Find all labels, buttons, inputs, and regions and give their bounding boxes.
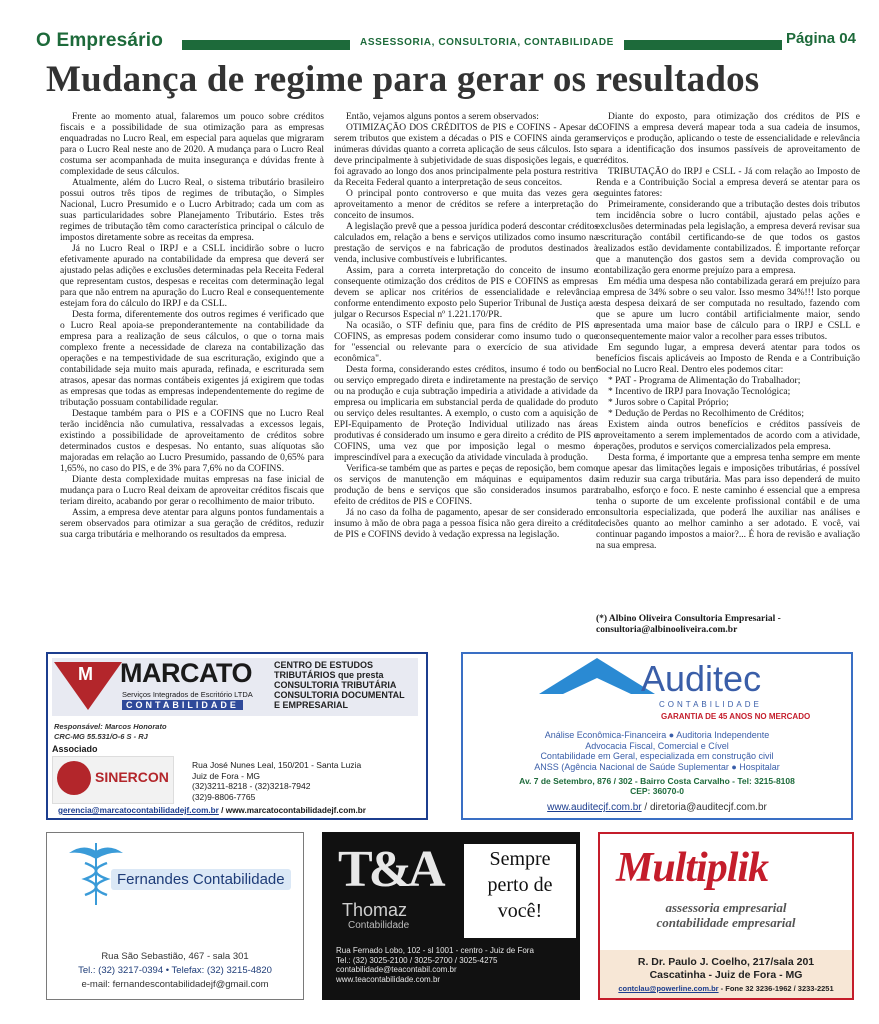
thomaz-contact xyxy=(336,946,534,984)
col3-paragraph: Diante do exposto, para otimização dos créditos de PIS e COFINS a empresa deverá mapear toda a sua cadeia de insumos, serviços e produção, aplicando o teste de essencialidade e relevância para a identificação dos insumos passíveis de aproveitamento de créditos. xyxy=(596,112,860,166)
thomaz-slogan xyxy=(464,844,576,938)
article-column-1 xyxy=(60,112,324,541)
marcato-links xyxy=(58,806,366,815)
thomaz-contab: Contabilidade xyxy=(348,920,410,931)
col3-paragraph: * Juros sobre o Capital Próprio; xyxy=(608,398,729,408)
fernandes-email[interactable]: e-mail: fernandescontabilidadejf@gmail.com xyxy=(81,979,269,990)
thomaz-slogan-line: perto de xyxy=(487,874,553,896)
article-signature: (*) Albino Oliveira Consultoria Empresarial - consultoria@albinooliveira.com.br xyxy=(596,614,781,635)
marcato-services xyxy=(274,660,405,710)
col2-paragraph: Desta forma, considerando estes créditos, insumo é todo ou bem ou serviço empregado direta e indiretamente na prestação de serviço ou na produção e cuja subtração impediria a atividade a atividade da empresa ou implicaria em substancial perda de qualidade do produto ou serviço deles resultantes. A exemplo, o custo com a aquisição de EPI-Equipamento de Proteção Individual utilizado nas áreas produtivas é considerado um insumo e gera direito a crédito de PIS e COFINS, uma vez que por imposição legal o mesmo é imprescindível para a execução da atividade vinculada à produção. xyxy=(334,365,598,463)
col2-paragraph: A legislação prevê que a pessoa jurídica poderá descontar créditos calculados em, relação a bens e serviços utilizados como insumo na prestação de serviços e na fabricação de produtos destinados à venda, inclusive combustíveis e lubrificantes. xyxy=(334,222,598,265)
ad-auditec[interactable] xyxy=(461,652,853,820)
marcato-service-line: TRIBUTÁRIOS que presta xyxy=(274,670,384,680)
auditec-services xyxy=(463,730,851,772)
page-number: Página 04 xyxy=(785,30,856,47)
sinercon-name: SINERCON xyxy=(95,769,169,785)
marcato-associate-label: Associado xyxy=(52,744,98,754)
multiplik-name: Multiplik xyxy=(616,845,769,891)
col3-paragraph: Em segundo lugar, a empresa deverá atentar para todos os benefícios fiscais aplicáveis ao Imposto de Renda e a Contribuição Social no Lucro Real. Dentro eles podemos citar: xyxy=(596,343,860,375)
auditec-address: Av. 7 de Setembro, 876 / 302 - Bairro Costa Carvalho - Tel: 3215-8108 xyxy=(519,776,795,786)
col2-paragraph: O principal ponto controverso e que muita das vezes gera o aproveitamento a menor de créditos se refere a interpretação do conceito de insumos. xyxy=(334,189,598,221)
col1-paragraph: Assim, a empresa deve atentar para alguns pontos fundamentais a serem observados para otimizar a sua geração de créditos, reduzir sua carga tributária e melhorando os resultados da empresa. xyxy=(60,508,324,540)
ad-marcato[interactable] xyxy=(46,652,428,820)
marcato-service-line: CONSULTORIA TRIBUTÁRIA xyxy=(274,680,397,690)
auditec-service-line: Advocacia Fiscal, Comercial e Cível xyxy=(585,740,729,751)
fernandes-address: Rua São Sebastião, 467 - sala 301 xyxy=(101,951,249,962)
auditec-cep: CEP: 36070-0 xyxy=(630,786,684,796)
marcato-contab: CONTABILIDADE xyxy=(122,700,243,710)
multiplik-address: R. Dr. Paulo J. Coelho, 217/sala 201 xyxy=(637,956,815,968)
col1-paragraph: Diante desta complexidade muitas empresas na fase inicial de mudança para o Lucro Real deixam de aproveitar créditos fiscais que teriam direito, acabando por gerar o recolhimento de maior tributo. xyxy=(60,475,324,507)
marcato-name: MARCATO xyxy=(120,658,252,688)
marcato-phones: (32)3211-8218 - (32)3218-7942 xyxy=(192,781,311,791)
thomaz-tel: Tel.: (32) 3025-2100 / 3025-2700 / 3025-4275 xyxy=(336,955,498,965)
marcato-address: Rua José Nunes Leal, 150/201 - Santa Luzia xyxy=(192,760,362,770)
ad-multiplik[interactable] xyxy=(598,832,854,1000)
auditec-contact xyxy=(463,776,851,796)
auditec-service-line: Contabilidade em Geral, especializada em construção civil xyxy=(540,751,774,761)
thomaz-address: Rua Fernado Lobo, 102 - sl 1001 - centro - Juiz de Fora xyxy=(336,946,534,955)
marcato-subtitle: Serviços Integrados de Escritório LTDA xyxy=(122,690,253,699)
fernandes-name: Fernandes Contabilidade xyxy=(111,869,291,890)
multiplik-city: Cascatinha - Juiz de Fora - MG xyxy=(649,969,803,981)
auditec-web-link[interactable]: www.auditecjf.com.br xyxy=(547,802,642,813)
col1-paragraph: Já no Lucro Real o IRPJ e a CSLL incidirão sobre o lucro efetivamente apurado na contabilidade da empresa que deverá ser ajustado pelas adições e exclusões determinadas pela Receita Federal que representam custos, despesas e receitas com determinação legal para que não entrem na apuração do Lucro Real e consequentemente estejam fora do cálculo do IRPJ e da CSLL. xyxy=(60,244,324,309)
col3-paragraph: Desta forma, é importante que a empresa tenha sempre em mente que apesar das limitações legais e imposições tributárias, é possível sim reduzir sua carga tributária. Mas para isso dependerá de muito trabalho, esforço e foco. E neste caminho é essencial que a empresa tenha o suporte de um excelente profissional contábil e de uma consultoria especializada, que poderá lhe auxiliar nas análises e decisões quanto ao melhor caminho a ser adotado. E você, vai continuar pagando impostos a maior?... É hora de revisão e avaliação na sua empresa. xyxy=(596,453,860,551)
marcato-web-link[interactable]: / www.marcatocontabilidadejf.com.br xyxy=(218,806,366,815)
col1-paragraph: Atualmente, além do Lucro Real, o sistema tributário brasileiro possui outros três tipos de regimes de tributação, o Simples Nacional, Lucro Presumido e o Lucro Arbitrado; cada um com as suas particularidades sobre Planejamento Tributário. Estes três regimes de tributação têm como característica principal o cálculo de impostos diretamente sobre as receitas da empresa. xyxy=(60,178,324,243)
col3-paragraph: Primeiramente, considerando que a tributação destes dois tributos tem incidência sobre o lucro contábil, ajustado pelas ações e exclusões determinadas pela legislação, a empresa deverá revisar sua escrituração contábil certificando-se de que todos os gastos realizados estão devidamente contabilizados. É importante reforçar que a manutenção dos gastos sem a devida comprovação ou contabilização gera enorme prejuízo para a empresa. xyxy=(596,200,860,276)
col3-paragraph: * PAT - Programa de Alimentação do Trabalhador; xyxy=(608,376,801,386)
auditec-email-link[interactable]: / diretoria@auditecjf.com.br xyxy=(641,802,767,813)
col2-paragraph: OTIMIZAÇÃO DOS CRÉDITOS de PIS e COFINS - Apesar de serem tributos que existem a décadas o PIS e COFINS ainda geram inúmeras dúvidas quanto a correta aplicação de seus cálculos. Isto se deve principalmente à subjetividade de suas disposições legais, e que foi agravado ao longo dos anos principalmente pela postura restritiva da Receita Federal quanto a interpretação de seus conceitos. xyxy=(334,123,598,188)
thomaz-name: Thomaz xyxy=(342,900,408,920)
marcato-phone-2: (32)9-8806-7765 xyxy=(192,791,256,802)
marcato-city: Juiz de Fora - MG xyxy=(192,770,261,781)
article-column-2 xyxy=(334,112,598,541)
col1-paragraph: Desta forma, diferentemente dos outros regimes é verificado que o Lucro Real apoia-se preponderantemente na contabilidade da empresa para a realização de seus cálculos, o que o torna mais complexo frente a necessidade de clareza na contabilização das operações e na tempestividade de sua escrituração, exigindo que a contabilidade seja muito mais apurada, refinada, e escriturada sem atrasos, apesar das normas contábeis exigentes já exigirem que todas as empresas que todas as empresas independentemente do regime de tributação possuam contabilidade regular. xyxy=(60,310,324,408)
multiplik-tagline xyxy=(600,900,852,930)
thomaz-slogan-line: Sempre xyxy=(489,848,551,870)
multiplik-phones: - Fone 32 3236-1962 / 3233-2251 xyxy=(718,984,834,993)
auditec-name: Auditec xyxy=(641,658,762,699)
auditec-logo-accent xyxy=(563,678,631,694)
col1-paragraph: Destaque também para o PIS e a COFINS que no Lucro Real terão incidência não cumulativa, ressalvadas a excessos legais, existindo a possibilidade de aproveitamento de créditos sobre determinados custos e despesas. No entanto, suas alíquotas são majoradas em relação ao Lucro Presumido, passando de 0,65% para 1,65%, no caso do PIS, e de 3% para 7,6% no da COFINS. xyxy=(60,409,324,474)
marcato-logo-letter: M xyxy=(78,664,93,684)
sinercon-logo xyxy=(52,756,174,804)
col3-paragraph: Existem ainda outros benefícios e créditos passíveis de aproveitamento a serem implementados de acordo com a atividade, operações, produtos e serviços comercializados pela empresa. xyxy=(596,420,860,452)
col3-paragraph: TRIBUTAÇÃO do IRPJ e CSLL - Já com relação ao Imposto de Renda e a Contribuição Social a empresa deverá se atentar para os seguintes fatores: xyxy=(596,167,860,199)
auditec-service-line: Análise Econômica-Financeira ● Auditoria Independente xyxy=(544,730,770,740)
ad-thomaz[interactable] xyxy=(322,832,580,1000)
thomaz-email[interactable]: contabilidade@teacontabil.com.br xyxy=(336,965,457,975)
section-label: ASSESSORIA, CONSULTORIA, CONTABILIDADE xyxy=(350,34,624,51)
thomaz-slogan-line: você! xyxy=(497,900,543,922)
col2-paragraph: Já no caso da folha de pagamento, apesar de ser considerado em insumo à mão de obra paga a pessoa física não gera direito a crédito de PIS e COFINS devido à vedação expressa na legislação. xyxy=(334,508,598,540)
auditec-service-line: ANSS (Agência Nacional de Saúde Suplementar ● Hospitalar xyxy=(534,761,780,772)
col3-paragraph: * Dedução de Perdas no Recolhimento de Créditos; xyxy=(608,409,805,419)
marcato-service-line: CENTRO DE ESTUDOS xyxy=(274,660,374,670)
thomaz-web[interactable]: www.teacontabilidade.com.br xyxy=(336,974,441,984)
col2-paragraph: Verifica-se também que as partes e peças de reposição, bem como os serviços de manutenção em máquinas e equipamentos da produção de bens e serviços que são considerados insumos para efeito de créditos de PIS e COFINS. xyxy=(334,464,598,507)
multiplik-line-1: assessoria empresarial xyxy=(665,900,787,915)
col3-paragraph: * Incentivo de IRPJ para Inovação Tecnológica; xyxy=(608,387,791,397)
auditec-links xyxy=(463,802,851,813)
multiplik-email-link[interactable]: contclau@powerline.com.br xyxy=(618,984,719,993)
marcato-email-link[interactable]: gerencia@marcatocontabilidadejf.com.br xyxy=(58,806,219,815)
publication-name: O Empresário xyxy=(36,30,164,51)
col2-paragraph: Assim, para a correta interpretação do conceito de insumo e consequente otimização dos créditos de PIS e COFINS as empresas devem se aplicar nos critérios de essencialidade e relevância, conforme entendimento exposto pelo Superior Tribunal de Justiça ao julgar o Recursos Especial nº 1.221.170/PR. xyxy=(334,266,598,320)
article-column-3 xyxy=(596,112,860,552)
col3-paragraph: Em média uma despesa não contabilizada gerará em prejuízo para a empresa de 34% sobre o seu valor. Isso mesmo 34%!!! Isto porque esta despesa deixará de ser computada no resultado, fazendo com que se apure um lucro contábil artificialmente maior, sendo apresentada uma maior base de cálculo para o IRPJ e CSLL e consequentemente maior valor a recolher para esses tributos. xyxy=(596,277,860,342)
fernandes-phones: Tel.: (32) 3217-0394 • Telefax: (32) 3215-4820 xyxy=(78,965,272,976)
col1-paragraph: Frente ao momento atual, falaremos um pouco sobre créditos fiscais e a possibilidade de sua otimização para as empresas enquadradas no Lucro Real, em especial para aquelas que migraram para o Lucro Real neste ano de 2020. A mudança para o Lucro Real costuma ser acompanhada de muita insegurança e dúvidas frente à complexidade de seus cálculos. xyxy=(60,112,324,177)
multiplik-line-2: contabilidade empresarial xyxy=(656,915,796,930)
article-title: Mudança de regime para gerar os resultados xyxy=(46,59,760,100)
marcato-service-line: E EMPRESARIAL xyxy=(274,700,349,710)
thomaz-logo: T&A xyxy=(338,841,442,898)
multiplik-links xyxy=(600,984,852,993)
sinercon-emblem-icon xyxy=(57,761,91,795)
col2-paragraph: Então, vejamos alguns pontos a serem observados: xyxy=(346,112,539,122)
auditec-since: GARANTIA DE 45 ANOS NO MERCADO xyxy=(661,712,811,721)
col2-paragraph: Na ocasião, o STF definiu que, para fins de crédito de PIS e COFINS, as empresas podem considerar como insumo tudo o que for "essencial ou relevante para o exercício de sua atividade econômica". xyxy=(334,321,598,364)
marcato-service-line: CONSULTORIA DOCUMENTAL xyxy=(274,690,405,700)
marcato-contact xyxy=(192,760,361,802)
marcato-crc: CRC-MG 55.531/O-6 S - RJ xyxy=(54,732,148,741)
auditec-contab: CONTABILIDADE xyxy=(659,700,762,709)
marcato-responsible: Responsável: Marcos Honorato xyxy=(54,722,167,731)
ad-fernandes[interactable] xyxy=(46,832,304,1000)
page-header xyxy=(36,28,856,54)
